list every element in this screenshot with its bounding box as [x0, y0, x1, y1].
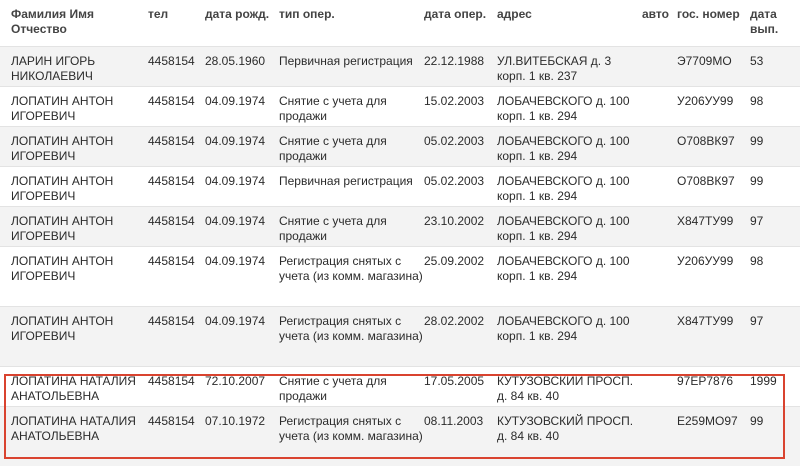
- cell-address: КУТУЗОВСКИЙ ПРОСП. д. 84 кв. 40: [497, 414, 634, 443]
- cell-plate: У206УУ99: [677, 94, 734, 108]
- cell-address: ЛОБАЧЕВСКОГО д. 100 корп. 1 кв. 294: [497, 174, 630, 203]
- cell-auto: [642, 407, 677, 466]
- cell-address: ЛОБАЧЕВСКОГО д. 100 корп. 1 кв. 294: [497, 214, 630, 243]
- cell-op-date: 15.02.2003: [424, 94, 485, 108]
- cell-name: ЛОПАТИН АНТОН ИГОРЕВИЧ: [11, 214, 114, 243]
- table-row: [0, 126, 800, 166]
- cell-name: ЛОПАТИНА НАТАЛИЯ АНАТОЛЬЕВНА: [11, 414, 136, 443]
- cell-dob: 04.09.1974: [205, 254, 266, 268]
- header-address: адрес: [497, 7, 532, 21]
- cell-op-date: 08.11.2003: [424, 414, 484, 428]
- cell-dob: 04.09.1974: [205, 94, 266, 108]
- cell-plate: Е259МО97: [677, 414, 738, 428]
- cell-dob: 04.09.1974: [205, 214, 266, 228]
- cell-plate: У206УУ99: [677, 254, 734, 268]
- cell-auto: [642, 307, 677, 366]
- cell-op-date: 23.10.2002: [424, 214, 485, 228]
- header-op: тип опер.: [279, 7, 335, 21]
- cell-plate: О708ВК97: [677, 174, 735, 188]
- cell-tel: 4458154: [148, 214, 195, 228]
- cell-issued: 99: [750, 134, 764, 148]
- cell-op-date: 05.02.2003: [424, 134, 485, 148]
- cell-address: ЛОБАЧЕВСКОГО д. 100 корп. 1 кв. 294: [497, 94, 630, 123]
- cell-op: Снятие с учета для продажи: [279, 374, 387, 403]
- table-row: [0, 86, 800, 126]
- header-issued: дата вып.: [750, 7, 779, 36]
- cell-op: Первичная регистрация: [279, 54, 413, 68]
- cell-name: ЛОПАТИН АНТОН ИГОРЕВИЧ: [11, 254, 114, 283]
- cell-tel: 4458154: [148, 54, 195, 68]
- cell-plate: Э7709МО: [677, 54, 732, 68]
- cell-auto: [642, 87, 677, 126]
- cell-tel: 4458154: [148, 414, 195, 428]
- cell-plate: Х847ТУ99: [677, 214, 734, 228]
- cell-dob: 07.10.1972: [205, 414, 266, 428]
- cell-auto: [642, 47, 677, 86]
- table-row: [0, 406, 800, 466]
- cell-op: Снятие с учета для продажи: [279, 134, 387, 163]
- header-auto: авто: [642, 7, 669, 21]
- table-row: [0, 306, 800, 366]
- cell-tel: 4458154: [148, 94, 195, 108]
- cell-name: ЛОПАТИНА НАТАЛИЯ АНАТОЛЬЕВНА: [11, 374, 136, 403]
- cell-issued: 98: [750, 94, 764, 108]
- cell-auto: [642, 127, 677, 166]
- cell-op-date: 05.02.2003: [424, 174, 485, 188]
- cell-op: Первичная регистрация: [279, 174, 413, 188]
- cell-name: ЛОПАТИН АНТОН ИГОРЕВИЧ: [11, 314, 114, 343]
- table-row: [0, 206, 800, 246]
- cell-name: ЛОПАТИН АНТОН ИГОРЕВИЧ: [11, 134, 114, 163]
- cell-issued: 97: [750, 314, 764, 328]
- cell-auto: [642, 207, 677, 246]
- header-dob: дата рожд.: [205, 7, 270, 21]
- cell-op-date: 22.12.1988: [424, 54, 485, 68]
- header-tel: тел: [148, 7, 169, 21]
- cell-issued: 99: [750, 174, 764, 188]
- cell-tel: 4458154: [148, 254, 195, 268]
- cell-address: ЛОБАЧЕВСКОГО д. 100 корп. 1 кв. 294: [497, 254, 630, 283]
- cell-dob: 04.09.1974: [205, 314, 266, 328]
- cell-op-date: 28.02.2002: [424, 314, 485, 328]
- cell-op: Снятие с учета для продажи: [279, 214, 387, 243]
- table-header: [0, 0, 800, 46]
- cell-address: УЛ.ВИТЕБСКАЯ д. 3 корп. 1 кв. 237: [497, 54, 612, 83]
- cell-tel: 4458154: [148, 374, 195, 388]
- cell-dob: 28.05.1960: [205, 54, 266, 68]
- header-plate: гос. номер: [677, 7, 740, 21]
- table-row: [0, 46, 800, 86]
- cell-tel: 4458154: [148, 174, 195, 188]
- cell-auto: [642, 167, 677, 206]
- cell-issued: 97: [750, 214, 764, 228]
- table-row: [0, 246, 800, 306]
- cell-op-date: 17.05.2005: [424, 374, 485, 388]
- table-row: [0, 366, 800, 406]
- cell-op: Снятие с учета для продажи: [279, 94, 387, 123]
- cell-op-date: 25.09.2002: [424, 254, 485, 268]
- cell-plate: О708ВК97: [677, 134, 735, 148]
- cell-dob: 72.10.2007: [205, 374, 266, 388]
- cell-op: Регистрация снятых с учета (из комм. магазина): [279, 254, 423, 283]
- header-op-date: дата опер.: [424, 7, 487, 21]
- cell-name: ЛОПАТИН АНТОН ИГОРЕВИЧ: [11, 94, 114, 123]
- cell-dob: 04.09.1974: [205, 174, 266, 188]
- cell-name: ЛОПАТИН АНТОН ИГОРЕВИЧ: [11, 174, 114, 203]
- cell-address: ЛОБАЧЕВСКОГО д. 100 корп. 1 кв. 294: [497, 134, 630, 163]
- cell-issued: 99: [750, 414, 764, 428]
- cell-issued: 98: [750, 254, 764, 268]
- header-name: Фамилия Имя Отчество: [11, 7, 95, 36]
- cell-dob: 04.09.1974: [205, 134, 266, 148]
- cell-auto: [642, 247, 677, 306]
- cell-op: Регистрация снятых с учета (из комм. магазина): [279, 314, 423, 343]
- cell-op: Регистрация снятых с учета (из комм. магазина): [279, 414, 423, 443]
- cell-address: КУТУЗОВСКИЙ ПРОСП. д. 84 кв. 40: [497, 374, 634, 403]
- cell-plate: Х847ТУ99: [677, 314, 734, 328]
- cell-name: ЛАРИН ИГОРЬ НИКОЛАЕВИЧ: [11, 54, 96, 83]
- cell-issued: 53: [750, 54, 764, 68]
- table-row: [0, 166, 800, 206]
- cell-issued: 1999: [750, 374, 777, 388]
- cell-plate: 97ЕР7876: [677, 374, 734, 388]
- cell-address: ЛОБАЧЕВСКОГО д. 100 корп. 1 кв. 294: [497, 314, 630, 343]
- cell-auto: [642, 367, 677, 406]
- cell-tel: 4458154: [148, 314, 195, 328]
- cell-tel: 4458154: [148, 134, 195, 148]
